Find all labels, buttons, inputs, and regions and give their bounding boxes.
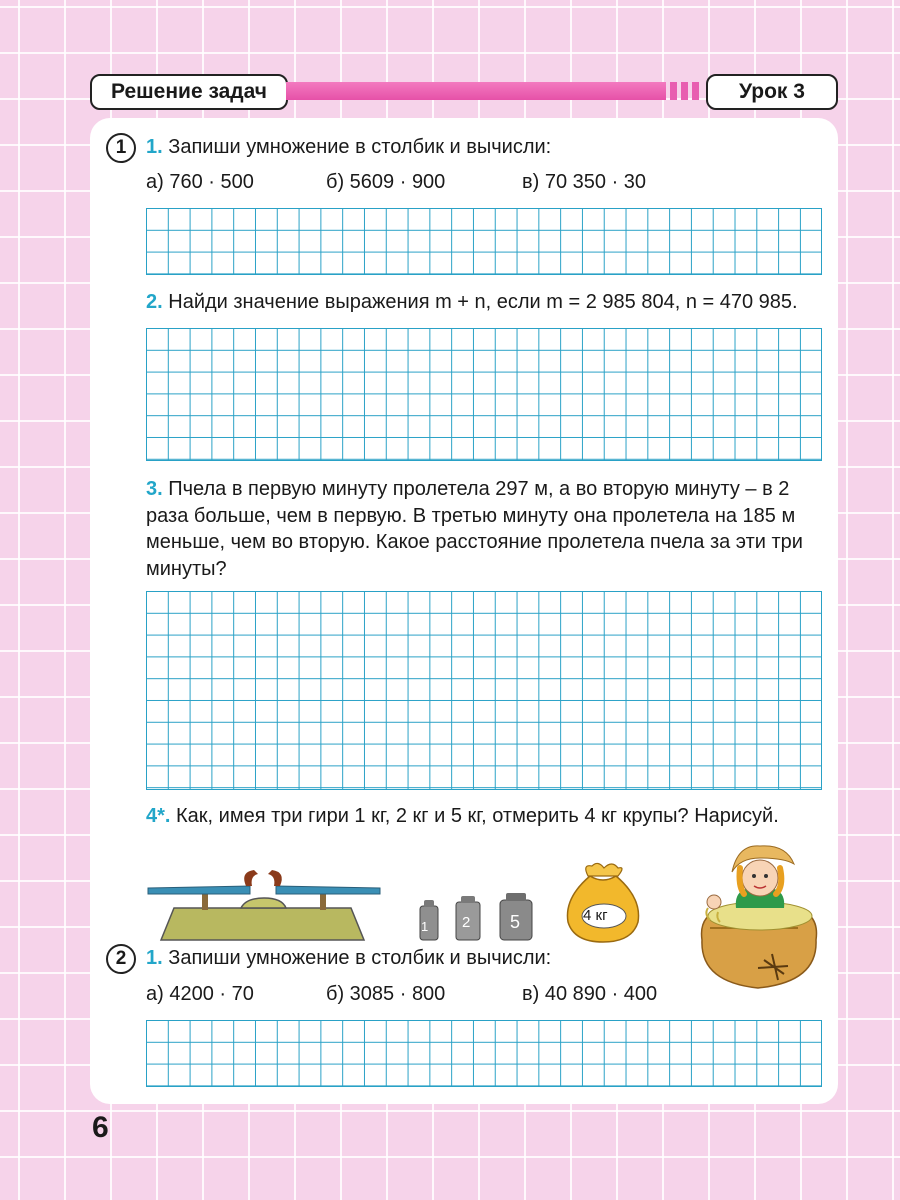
task-number: 1. bbox=[146, 947, 163, 969]
task-heading bbox=[146, 134, 551, 160]
weight-label: 2 bbox=[462, 914, 471, 931]
exercise-item: а) 760 · 500 bbox=[146, 171, 254, 193]
answer-grid[interactable] bbox=[146, 328, 822, 461]
task-text: Найди значение выражения m + n, если m = 2 985 804, n = 470 985. bbox=[168, 291, 798, 313]
exercise-item: б) 5609 · 900 bbox=[326, 171, 446, 193]
bag-label: 4 кг bbox=[583, 907, 608, 924]
section-number: 1 bbox=[106, 133, 136, 163]
answer-grid[interactable] bbox=[146, 1020, 822, 1087]
exercise-item: в) 40 890 · 400 bbox=[522, 983, 658, 1005]
exercise-item: б) 3085 · 800 bbox=[326, 983, 446, 1005]
header-stripe bbox=[681, 82, 688, 100]
header-band bbox=[286, 82, 666, 100]
task-text: Запиши умножение в столбик и вычисли: bbox=[168, 136, 552, 158]
lesson-label: Урок 3 bbox=[706, 74, 838, 110]
girl-with-sack-icon bbox=[688, 842, 828, 992]
task-text: Как, имея три гири 1 кг, 2 кг и 5 кг, отмерить 4 кг крупы? Нарисуй. bbox=[176, 805, 779, 827]
flour-bag-icon bbox=[560, 860, 646, 944]
answer-grid[interactable] bbox=[146, 208, 822, 275]
task-text: Запиши умножение в столбик и вычисли: bbox=[168, 947, 552, 969]
task-heading bbox=[146, 476, 826, 582]
section-number: 2 bbox=[106, 944, 136, 974]
task-number: 2. bbox=[146, 291, 163, 313]
balance-scale-icon bbox=[146, 868, 382, 942]
weights-icon bbox=[414, 892, 544, 942]
task-text: Пчела в первую минуту пролетела 297 м, а во вторую минуту – в 2 раза больше, чем в первую. В третью минуту она пролетела на 185 м меньше, чем во вторую. Какое расстояние пролетела пчела за эти три минуты? bbox=[146, 478, 803, 580]
exercise-item: а) 4200 · 70 bbox=[146, 983, 254, 1005]
task-number: 3. bbox=[146, 478, 163, 500]
task-heading bbox=[146, 945, 551, 971]
weight-label: 1 bbox=[421, 919, 429, 934]
page-number: 6 bbox=[92, 1111, 109, 1144]
header-stripe bbox=[692, 82, 699, 100]
exercise-item: в) 70 350 · 30 bbox=[522, 171, 647, 193]
header-stripe bbox=[670, 82, 677, 100]
answer-grid[interactable] bbox=[146, 591, 822, 790]
task-heading bbox=[146, 803, 779, 829]
task-number: 4*. bbox=[146, 805, 171, 827]
task-number: 1. bbox=[146, 136, 163, 158]
chapter-title: Решение задач bbox=[90, 74, 288, 110]
task-heading bbox=[146, 289, 798, 315]
weight-label: 5 bbox=[510, 912, 521, 932]
